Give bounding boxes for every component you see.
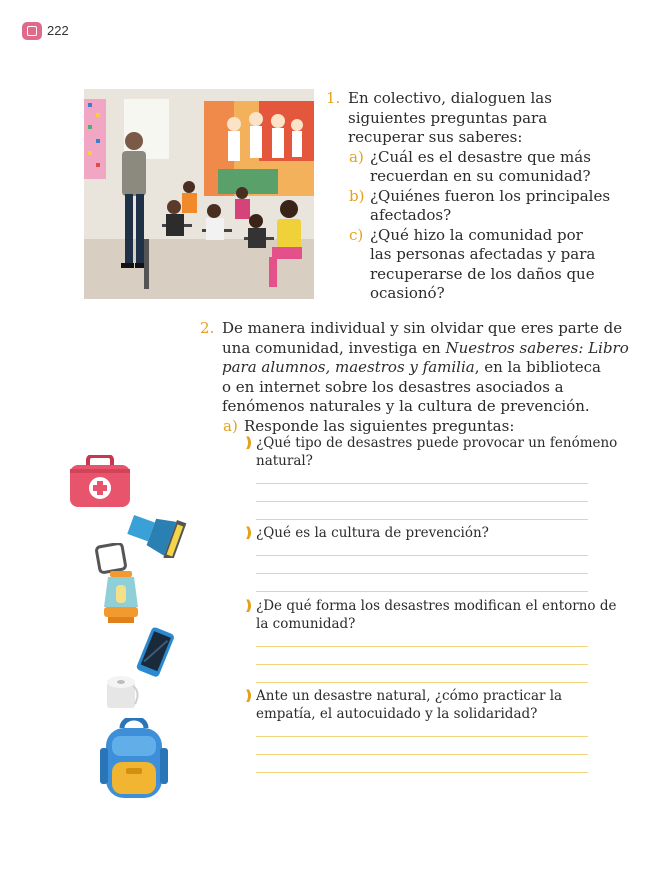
answer-line[interactable] bbox=[256, 555, 588, 556]
q2-line-1: De manera individual y sin olvidar que eres parte de bbox=[222, 319, 623, 337]
answer-line[interactable] bbox=[256, 646, 588, 647]
subq-3-line-1: ¿De qué forma los desastres modifican el entorno de bbox=[256, 598, 617, 614]
q2-line-5: fenómenos naturales y la cultura de prevención. bbox=[222, 397, 590, 415]
q2-line-4: o en internet sobre los desastres asociados a bbox=[222, 378, 564, 396]
q1-b-line-1: ¿Quiénes fueron los principales bbox=[370, 187, 611, 205]
answer-line[interactable] bbox=[256, 682, 588, 683]
subq-1-line-2: natural? bbox=[256, 453, 313, 469]
answer-line[interactable] bbox=[256, 501, 588, 502]
lantern-icon bbox=[92, 543, 152, 628]
page-badge-icon bbox=[22, 22, 42, 40]
subq-4-line-1: Ante un desastre natural, ¿cómo practicar la bbox=[256, 688, 563, 704]
subq-3-line-2: la comunidad? bbox=[256, 616, 356, 632]
q1-b-label: b) bbox=[349, 187, 365, 205]
subq-2-line-1: ¿Qué es la cultura de prevención? bbox=[256, 525, 489, 541]
subq-1-line-1: ¿Qué tipo de desastres puede provocar un fenómeno bbox=[256, 435, 618, 451]
subq-4-line-2: empatía, el autocuidado y la solidaridad? bbox=[256, 706, 538, 722]
q1-c-line-4: ocasionó? bbox=[370, 284, 445, 302]
backpack-icon bbox=[98, 718, 170, 800]
q1-number: 1. bbox=[326, 89, 341, 107]
q1-a-label: a) bbox=[349, 148, 364, 166]
q1-line-2: siguientes preguntas para bbox=[348, 109, 548, 127]
q2-line-2: una comunidad, investiga en Nuestros saberes: Libro bbox=[222, 339, 629, 357]
q1-a-line-2: recuerdan en su comunidad? bbox=[370, 167, 591, 185]
bullet-chevron-icon: ❫ bbox=[243, 688, 255, 704]
q2-a-label: a) bbox=[223, 417, 238, 435]
q1-c-line-1: ¿Qué hizo la comunidad por bbox=[370, 226, 583, 244]
bullet-chevron-icon: ❫ bbox=[243, 435, 255, 451]
first-aid-kit-icon bbox=[68, 455, 132, 510]
q1-line-3: recuperar sus saberes: bbox=[348, 128, 523, 146]
answer-line[interactable] bbox=[256, 664, 588, 665]
answer-line[interactable] bbox=[256, 519, 588, 520]
q2-line-3: para alumnos, maestros y familia, en la biblioteca bbox=[222, 358, 601, 376]
bullet-chevron-icon: ❫ bbox=[243, 598, 255, 614]
q1-c-line-2: las personas afectadas y para bbox=[370, 245, 596, 263]
smartphone-icon bbox=[133, 627, 178, 679]
answer-line[interactable] bbox=[256, 591, 588, 592]
q1-c-label: c) bbox=[349, 226, 364, 244]
answer-line[interactable] bbox=[256, 573, 588, 574]
bullet-chevron-icon: ❫ bbox=[243, 525, 255, 541]
q1-c-line-3: recuperarse de los daños que bbox=[370, 265, 595, 283]
page-number: 222 bbox=[47, 23, 69, 38]
classroom-photo bbox=[84, 89, 314, 299]
toilet-paper-icon bbox=[103, 674, 143, 710]
answer-line[interactable] bbox=[256, 772, 588, 773]
answer-line[interactable] bbox=[256, 754, 588, 755]
answer-line[interactable] bbox=[256, 736, 588, 737]
q1-line-1: En colectivo, dialoguen las bbox=[348, 89, 552, 107]
q2-a-text: Responde las siguientes preguntas: bbox=[244, 417, 515, 435]
answer-line[interactable] bbox=[256, 483, 588, 484]
q1-a-line-1: ¿Cuál es el desastre que más bbox=[370, 148, 591, 166]
q2-number: 2. bbox=[200, 319, 215, 337]
q1-b-line-2: afectados? bbox=[370, 206, 452, 224]
